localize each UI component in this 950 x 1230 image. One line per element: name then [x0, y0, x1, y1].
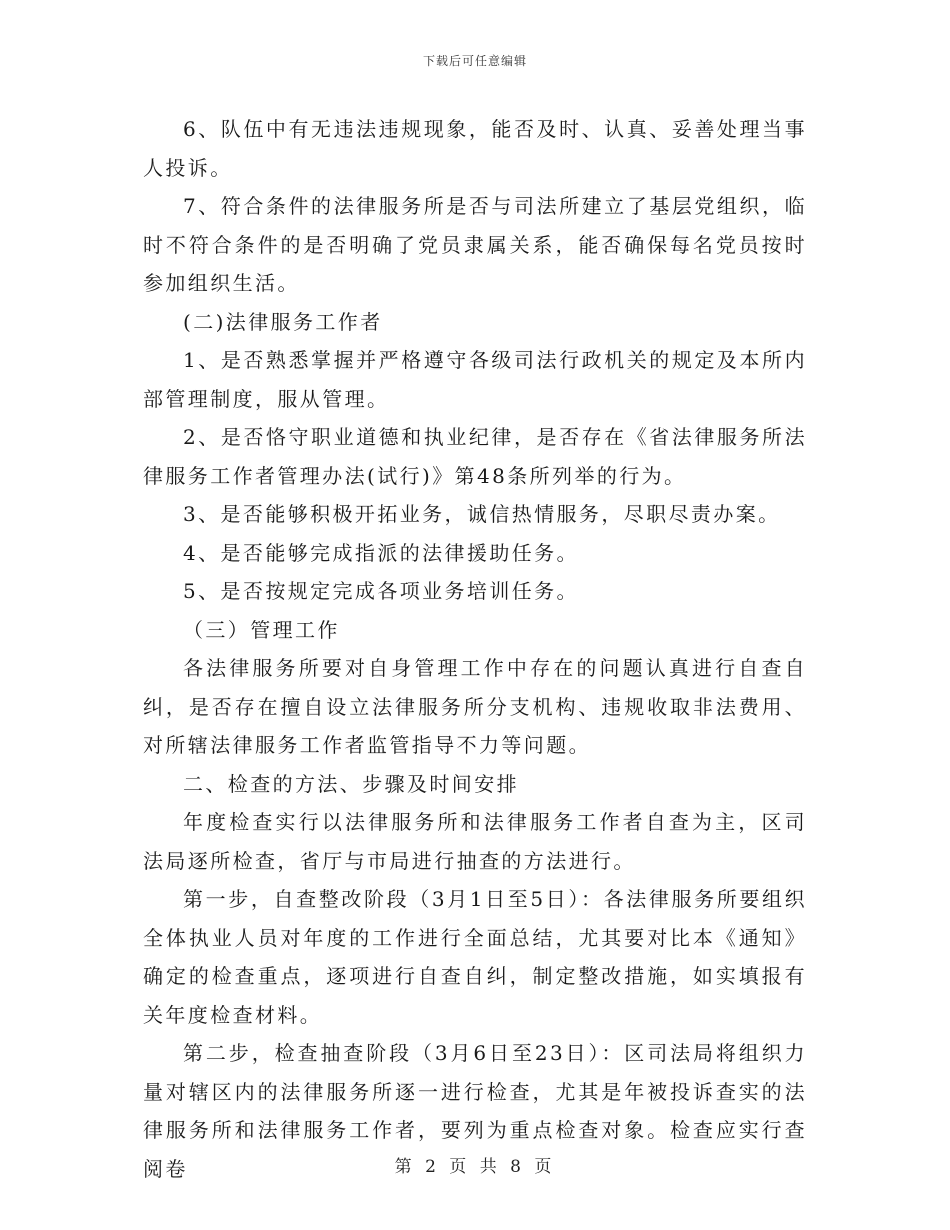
- paragraph: 3、是否能够积极开拓业务，诚信热情服务，尽职尽责办案。: [183, 502, 781, 526]
- paragraph: 6、队伍中有无违法违规现象，能否及时、认真、妥善处理当事人投诉。: [143, 117, 807, 180]
- paragraph: 各法律服务所要对自身管理工作中存在的问题认真进行自查自纠，是否存在擅自设立法律服务所分支机构、违规收取非法费用、对所辖法律服务工作者监管指导不力等问题。: [143, 656, 807, 757]
- page-number: 第 2 页 共 8 页: [394, 1157, 556, 1177]
- section-heading: (二)法律服务工作者: [183, 309, 383, 334]
- paragraph: 4、是否能够完成指派的法律援助任务。: [183, 540, 579, 565]
- paragraph: 年度检查实行以法律服务所和法律服务工作者自查为主，区司法局逐所检查，省厅与市局进行抽查的方法进行。: [143, 810, 807, 873]
- paragraph: 第一步，自查整改阶段（3月1日至5日）：各法律服务所要组织全体执业人员对年度的工作进行全面总结，尤其要对比本《通知》确定的检查重点，逐项进行自查自纠，制定整改措施，如实填报有关年度检查材料。: [143, 887, 807, 1027]
- paragraph: 5、是否按规定完成各项业务培训任务。: [183, 579, 579, 603]
- document-body: [143, 110, 807, 1188]
- page-header: 下载后可任意编辑: [422, 54, 527, 68]
- paragraph: 1、是否熟悉掌握并严格遵守各级司法行政机关的规定及本所内部管理制度，服从管理。: [143, 348, 807, 411]
- section-heading: （三）管理工作: [183, 617, 340, 642]
- paragraph: 第二步，检查抽查阶段（3月6日至23日）：区司法局将组织力量对辖区内的法律服务所逐一进行检查，尤其是年被投诉查实的法律服务所和法律服务工作者，要列为重点检查对象。检查应实行查阅卷: [143, 1041, 807, 1181]
- paragraph: 7、符合条件的法律服务所是否与司法所建立了基层党组织，临时不符合条件的是否明确了党员隶属关系，能否确保每名党员按时参加组织生活。: [143, 194, 807, 295]
- paragraph: 2、是否恪守职业道德和执业纪律，是否存在《省法律服务所法律服务工作者管理办法(试行)》第48条所列举的行为。: [143, 425, 807, 488]
- section-heading: 二、检查的方法、步骤及时间安排: [183, 771, 519, 796]
